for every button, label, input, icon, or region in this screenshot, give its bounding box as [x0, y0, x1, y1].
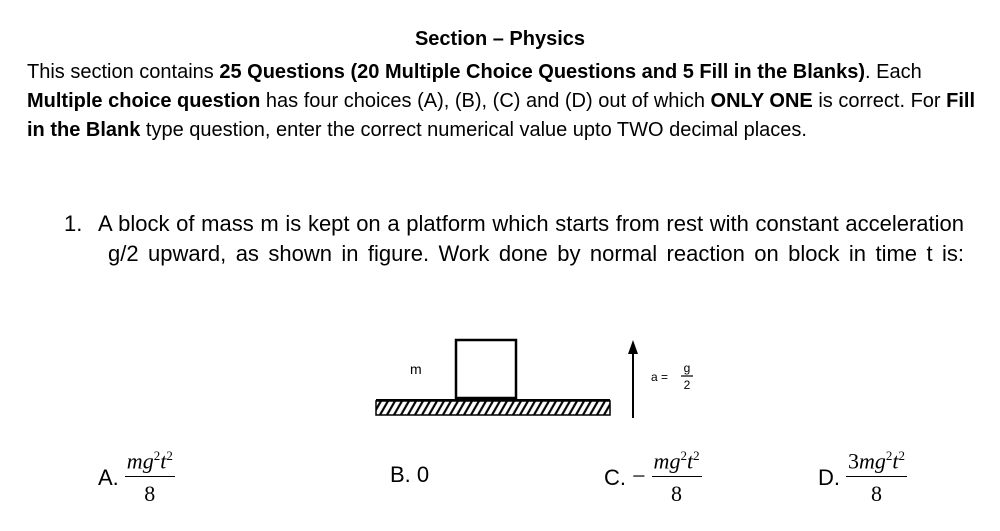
option-b-label: B. 0 — [390, 462, 430, 487]
intro-only-one: ONLY ONE — [710, 90, 813, 112]
question-number: 1. — [64, 211, 83, 236]
intro-text-4: is correct. For — [812, 90, 947, 112]
section-title: Section – Physics — [414, 28, 586, 50]
block — [456, 340, 516, 398]
answer-options — [0, 440, 1000, 530]
option-c-letter: C. — [604, 464, 626, 490]
intro-fill-blank-label: Fill in the Blank — [27, 90, 976, 141]
platform-hatching — [376, 401, 610, 415]
option-d-denominator: 8 — [871, 481, 882, 507]
option-d[interactable] — [818, 448, 907, 507]
option-c-fraction: $\frac{mg^2t^2}{8}$ — [653, 448, 700, 507]
intro-mcq-label: Multiple choice question — [27, 90, 261, 112]
option-d-fraction: $\frac{3mg^2t^2}{8}$ — [848, 448, 906, 507]
mass-label: m — [410, 361, 422, 377]
option-a-denominator: 8 — [144, 481, 156, 507]
option-c-minus-sign: − — [632, 464, 646, 491]
option-c-denominator: 8 — [671, 481, 683, 507]
question-1 — [64, 209, 964, 299]
option-a-fraction: $\frac{mg^2t^2}{8}$ — [126, 448, 173, 507]
intro-text-2: . Each — [865, 61, 922, 83]
block-on-platform-figure — [370, 330, 700, 430]
option-a-letter: A. — [98, 464, 119, 490]
acceleration-arrowhead — [628, 340, 638, 354]
acceleration-numerator: g — [683, 361, 691, 375]
acceleration-denominator: 2 — [683, 378, 691, 392]
section-instructions — [27, 58, 977, 145]
acceleration-prefix: a = — [651, 370, 669, 384]
intro-question-count: 25 Questions (20 Multiple Choice Questions and 5 Fill in the Blanks) — [219, 61, 866, 83]
option-a[interactable] — [98, 448, 175, 507]
option-b[interactable] — [390, 462, 429, 488]
question-text: A block of mass m is kept on a platform which starts from rest with constant acceleration g/2 upward, as shown in figure. Work done by normal reaction on block in time t is: — [98, 211, 964, 266]
option-c[interactable] — [604, 448, 702, 507]
intro-text-3: has four choices (A), (B), (C) and (D) out of which — [260, 90, 711, 112]
intro-text-1: This section contains — [27, 61, 220, 83]
intro-text-5: type question, enter the correct numerical value upto TWO decimal places. — [140, 119, 807, 141]
option-d-letter: D. — [818, 464, 840, 490]
